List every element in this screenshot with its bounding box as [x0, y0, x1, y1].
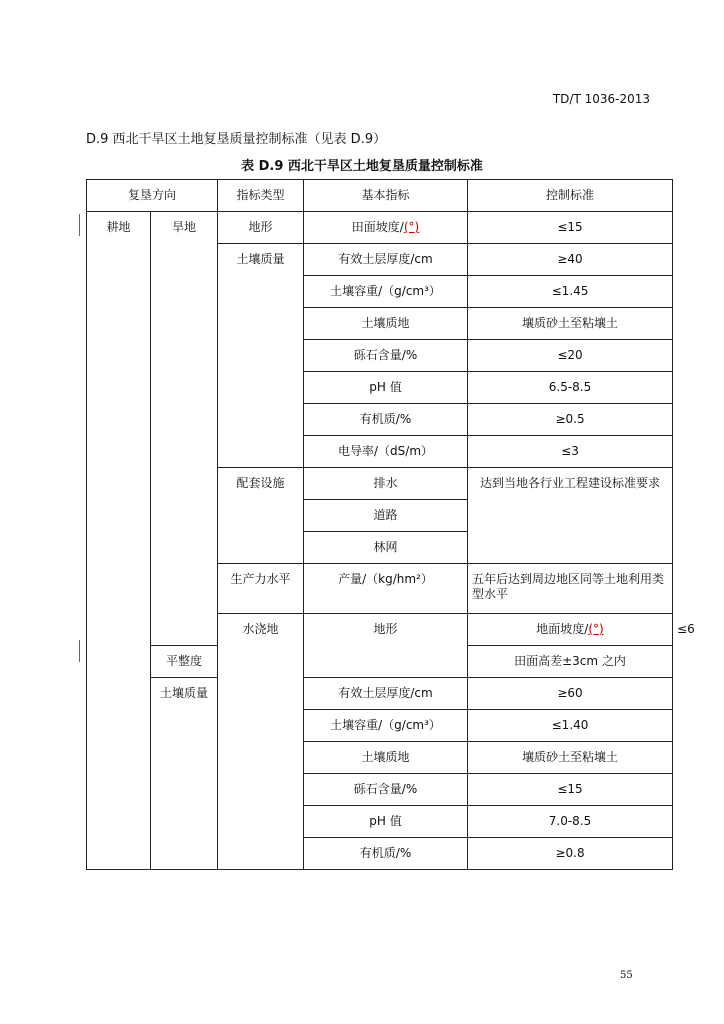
indicator-cell: 平整度	[151, 646, 218, 678]
indicator-cell: 有机质/%	[304, 838, 468, 870]
standard-cell: 壤质砂土至粘壤土	[468, 308, 673, 340]
type-cell: 配套设施	[218, 468, 304, 564]
indicator-cell: 砾石含量/%	[304, 774, 468, 806]
indicator-cell: 道路	[304, 500, 468, 532]
standard-cell: ≤1.40	[468, 710, 673, 742]
indicator-cell: 林网	[304, 532, 468, 564]
header-standard: 控制标准	[468, 180, 673, 212]
header-direction: 复垦方向	[87, 180, 218, 212]
indicator-cell: 地面坡度/(°)	[468, 614, 673, 646]
standard-code: TD/T 1036-2013	[552, 92, 650, 106]
type-cell: 地形	[218, 212, 304, 244]
section-title: D.9 西北干旱区土地复垦质量控制标准（见表 D.9）	[86, 132, 387, 147]
table-row: 水浇地 地形 地面坡度/(°) ≤6	[87, 614, 673, 646]
margin-change-bar	[79, 640, 80, 662]
subtype-cell: 水浇地	[218, 614, 304, 870]
direction-cell: 耕地	[87, 212, 151, 870]
standard-cell: 壤质砂土至粘壤土	[468, 742, 673, 774]
indicator-cell: 有机质/%	[304, 404, 468, 436]
standard-cell: ≤15	[468, 212, 673, 244]
header-type: 指标类型	[218, 180, 304, 212]
standard-cell: 五年后达到周边地区同等土地利用类型水平	[468, 564, 673, 614]
table-header-row	[87, 180, 673, 212]
indicator-cell: 土壤容重/（g/cm³）	[304, 710, 468, 742]
indicator-cell: 田面坡度/(°)	[304, 212, 468, 244]
type-cell: 土壤质量	[218, 244, 304, 468]
quality-standard-table	[86, 179, 695, 870]
table-row	[87, 678, 673, 710]
standard-cell: 6.5-8.5	[468, 372, 673, 404]
standard-cell: ≤1.45	[468, 276, 673, 308]
margin-change-bar	[79, 214, 80, 236]
standard-cell: ≤3	[468, 436, 673, 468]
standard-cell: ≥60	[468, 678, 673, 710]
page-number: 55	[620, 970, 633, 981]
indicator-cell: 土壤质地	[304, 308, 468, 340]
indicator-cell: 有效土层厚度/cm	[304, 244, 468, 276]
standard-cell: 达到当地各行业工程建设标准要求	[468, 468, 673, 564]
indicator-cell: 土壤质地	[304, 742, 468, 774]
standard-cell: 7.0-8.5	[468, 806, 673, 838]
standard-cell: ≥0.5	[468, 404, 673, 436]
indicator-cell: pH 值	[304, 806, 468, 838]
indicator-cell: pH 值	[304, 372, 468, 404]
indicator-cell: 土壤容重/（g/cm³）	[304, 276, 468, 308]
standard-cell: ≤20	[468, 340, 673, 372]
header-indicator: 基本指标	[304, 180, 468, 212]
indicator-cell: 排水	[304, 468, 468, 500]
indicator-cell: 砾石含量/%	[304, 340, 468, 372]
standard-cell: ≥40	[468, 244, 673, 276]
standard-cell: 田面高差±3cm 之内	[468, 646, 673, 678]
standard-cell: ≥0.8	[468, 838, 673, 870]
type-cell: 土壤质量	[151, 678, 218, 870]
type-cell: 地形	[304, 614, 468, 678]
table-caption: 表 D.9 西北干旱区土地复垦质量控制标准	[241, 159, 483, 174]
standard-cell: ≤15	[468, 774, 673, 806]
indicator-cell: 有效土层厚度/cm	[304, 678, 468, 710]
indicator-cell: 电导率/（dS/m）	[304, 436, 468, 468]
table-row	[87, 212, 673, 244]
type-cell: 生产力水平	[218, 564, 304, 614]
indicator-cell: 产量/（kg/hm²）	[304, 564, 468, 614]
subtype-cell: 旱地	[151, 212, 218, 646]
